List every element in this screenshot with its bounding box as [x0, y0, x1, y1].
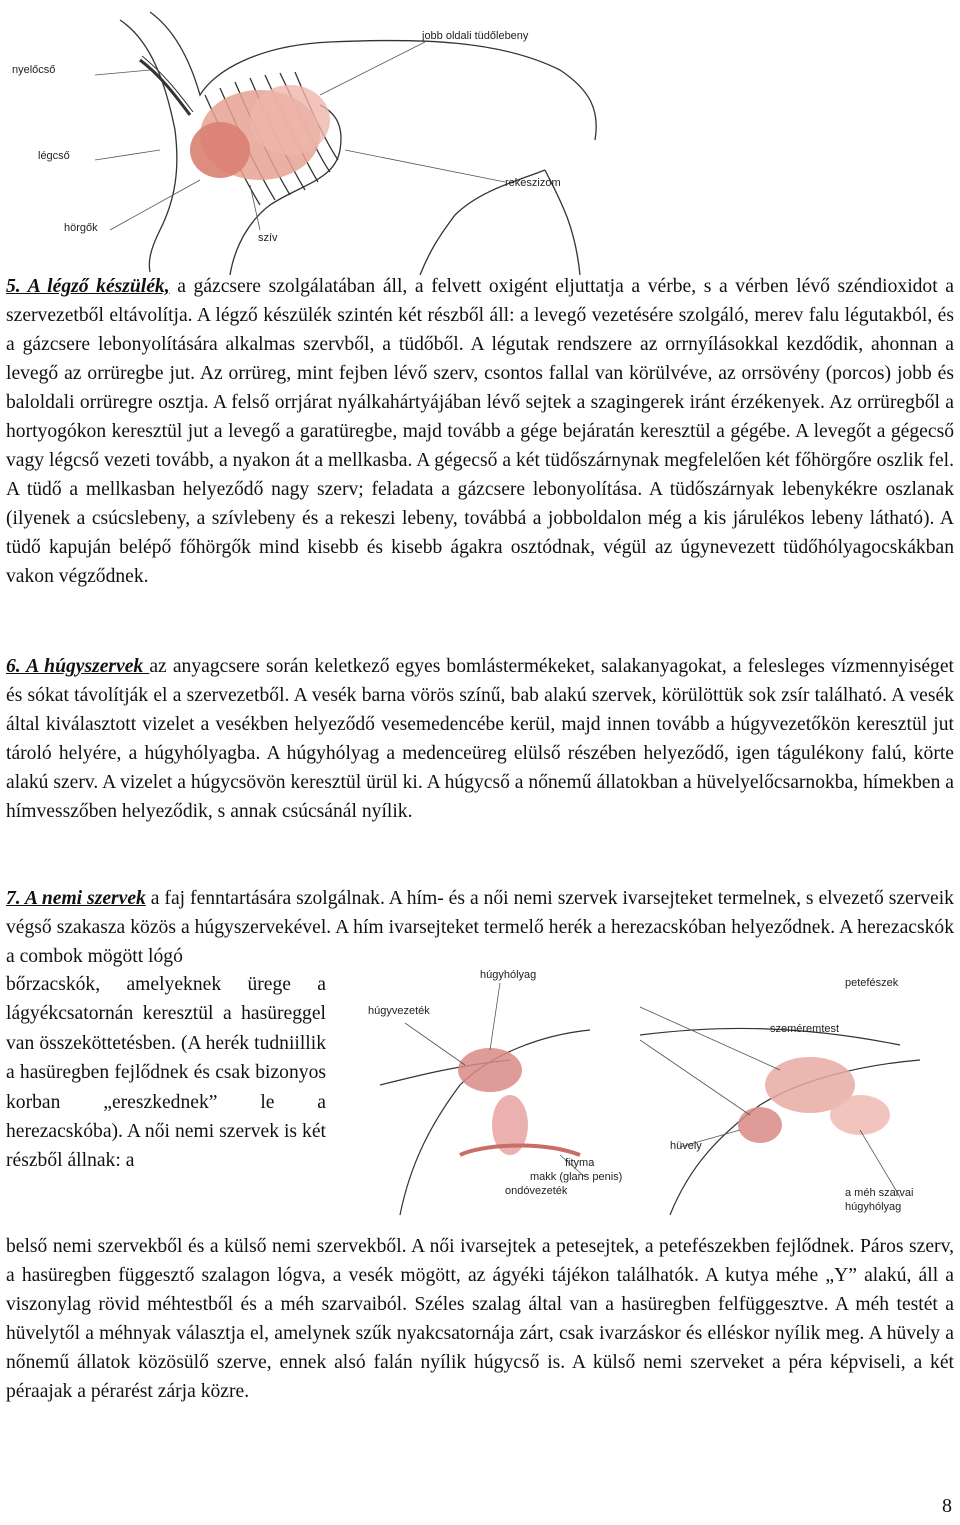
label-heart: szív [258, 232, 278, 244]
respiratory-figure [0, 0, 620, 275]
section-6-text: az anyagcsere során keletkező egyes bomlástermékeket, salakanyagokat, a felesleges vízmennyiséget és sókat távolítják el a szervezetből. A vesék barna vörös színű, bab alakú szervek, körülöttük sok zsír található. A vesék által kiválasztott vizelet a vesékben helyeződő vesemedencébe kerül, majd innen tovább a húgyvezetőkön keresztül jut tároló helyére, a húgyhólyagba. A húgyhólyag a medenceüreg elülső részében helyeződő, igen tágulékony falú, körte alakú szerv. A vizelet a húgycsövön keresztül ürül ki. A húgycső a nőnemű állatokban a hüvelyelőcsarnokba, hímekben a hímvesszőben helyeződik, s annak csúcsánál nyílik. [6, 656, 954, 822]
urogenital-drawing [340, 965, 950, 1225]
section-6-heading: 6. A húgyszervek [6, 656, 150, 677]
label-bladder: húgyhólyag [480, 969, 537, 981]
section-7-heading: 7. A nemi szervek [6, 888, 146, 909]
label-vulva: szeméremtest [770, 1023, 840, 1035]
section-5-text: a gázcsere szolgálatában áll, a felvett oxigént eljuttatja a vérbe, s a vérben lévő széndioxidot a szervezetből eltávolítja. A légző készülék szintén két részből áll: a levegő vezetésére szolgáló, merev falu légutakból, és a gázcsere lebonyolítására alkalmas szervből, a tüdőből. A légutak rendszere az orrnyílásokkal kezdődik, ahonnan a levegő az orrüregbe jut. Az orrüreg, mint fejben lévő szerv, csontos fallal van körülvéve, az orrsövény (porcos) jobb és baloldali orrüregre osztja. A felső orrjárat nyálkahártyájában lévő sejtek a szagingerek iránt érzékenyek. Az orrüregből a hortyogókon keresztül jut a levegő a garatüregbe, majd tovább a gége bejáratán keresztül a gégébe. A levegőt a gégecső vagy légcső vezeti tovább, a nyakon át a mellkasba. A gégecső a két tüdőszárnynak megfelelően két főhörgőre oszlik fel. A tüdő a mellkasban helyeződő nagy szerv; feladata a gázcsere lebonyolítása. A tüdőszárnyak lebenykékre oszlanak (ilyenek a csúcslebeny, a szívlebeny és a rekeszi lebeny, továbbá a jobboldalon még a kis járulékos lebeny látható). A tüdő kapuján belépő főhörgők mind kisebb és kisebb ágakra osztódnak, végül az úgynevezett tüdőhólyagocskákban vakon végződnek. [6, 276, 954, 587]
label-uterine-horns: a méh szarvai [845, 1187, 914, 1199]
label-diaphragm: rekeszizom [505, 177, 561, 189]
label-bladder-female: húgyhólyag [845, 1201, 902, 1213]
section-7-wrap-text: bőrzacskók, amelyeknek ürege a lágyékcsatornán keresztül a hasüreggel van összeköttetésben. (A herék tudniillik a hasüregben fejlődnek és csak bizonyos korban „ereszkednek” le a herezacskóba). A női nemi szervek is két részből állnak: a [6, 974, 326, 1172]
section-5-heading: 5. A légző készülék, [6, 276, 170, 297]
label-right-lung-lobe: jobb oldali tüdőlebeny [422, 30, 529, 42]
label-bronchi: hörgők [64, 222, 98, 234]
label-ureter: húgyvezeték [368, 1005, 430, 1017]
section-7-paragraph [6, 884, 954, 971]
label-windpipe: légcső [38, 150, 70, 162]
label-vas-deferens: ondóvezeték [505, 1185, 568, 1197]
label-prepuce: fityma [565, 1157, 595, 1169]
label-ovary: petefészek [845, 977, 899, 989]
section-5-paragraph [6, 272, 954, 591]
label-vagina: hüvely [670, 1140, 702, 1152]
urogenital-figure [340, 965, 950, 1225]
section-6-paragraph [6, 652, 954, 826]
label-esophagus: nyelőcső [12, 64, 56, 76]
section-7-rest: belső nemi szervekből és a külső nemi szervekből. A női ivarsejtek a petesejtek, a petefészekben fejlődnek. Páros szerv, a hasüregben függesztő szalagon lógva, a vesék mögött, az ágyéki tájékon találhatók. A kutya méhe „Y” alakú, áll a viszonylag rövid méhtestből és a méh szarvaiból. Széles szalag által van a hasüregben felfüggesztve. A méh testét a hüvelytől a méhnyak választja el, amelynek szűk nyakcsatornája zárt, csak ivarzáskor és elléskor nyílik meg. A hüvely a nőnemű állatok közösülő szerve, ennek alsó falán nyílik húgycső is. A külső nemi szerveket a péra képviseli, a két péraajak a pérarést zárja közre. [6, 1236, 954, 1402]
label-glans: makk (glans penis) [530, 1171, 623, 1183]
page-number: 8 [942, 1495, 952, 1517]
section-7-text: a faj fenntartására szolgálnak. A hím- és a női nemi szervek ivarsejteket termelnek, s elvezető szerveik végső szakasza közös a húgyszervekével. A hím ivarsejteket termelő herék a herezacskóban helyeződnek. A herezacskók a combok mögött lógó [6, 888, 954, 967]
